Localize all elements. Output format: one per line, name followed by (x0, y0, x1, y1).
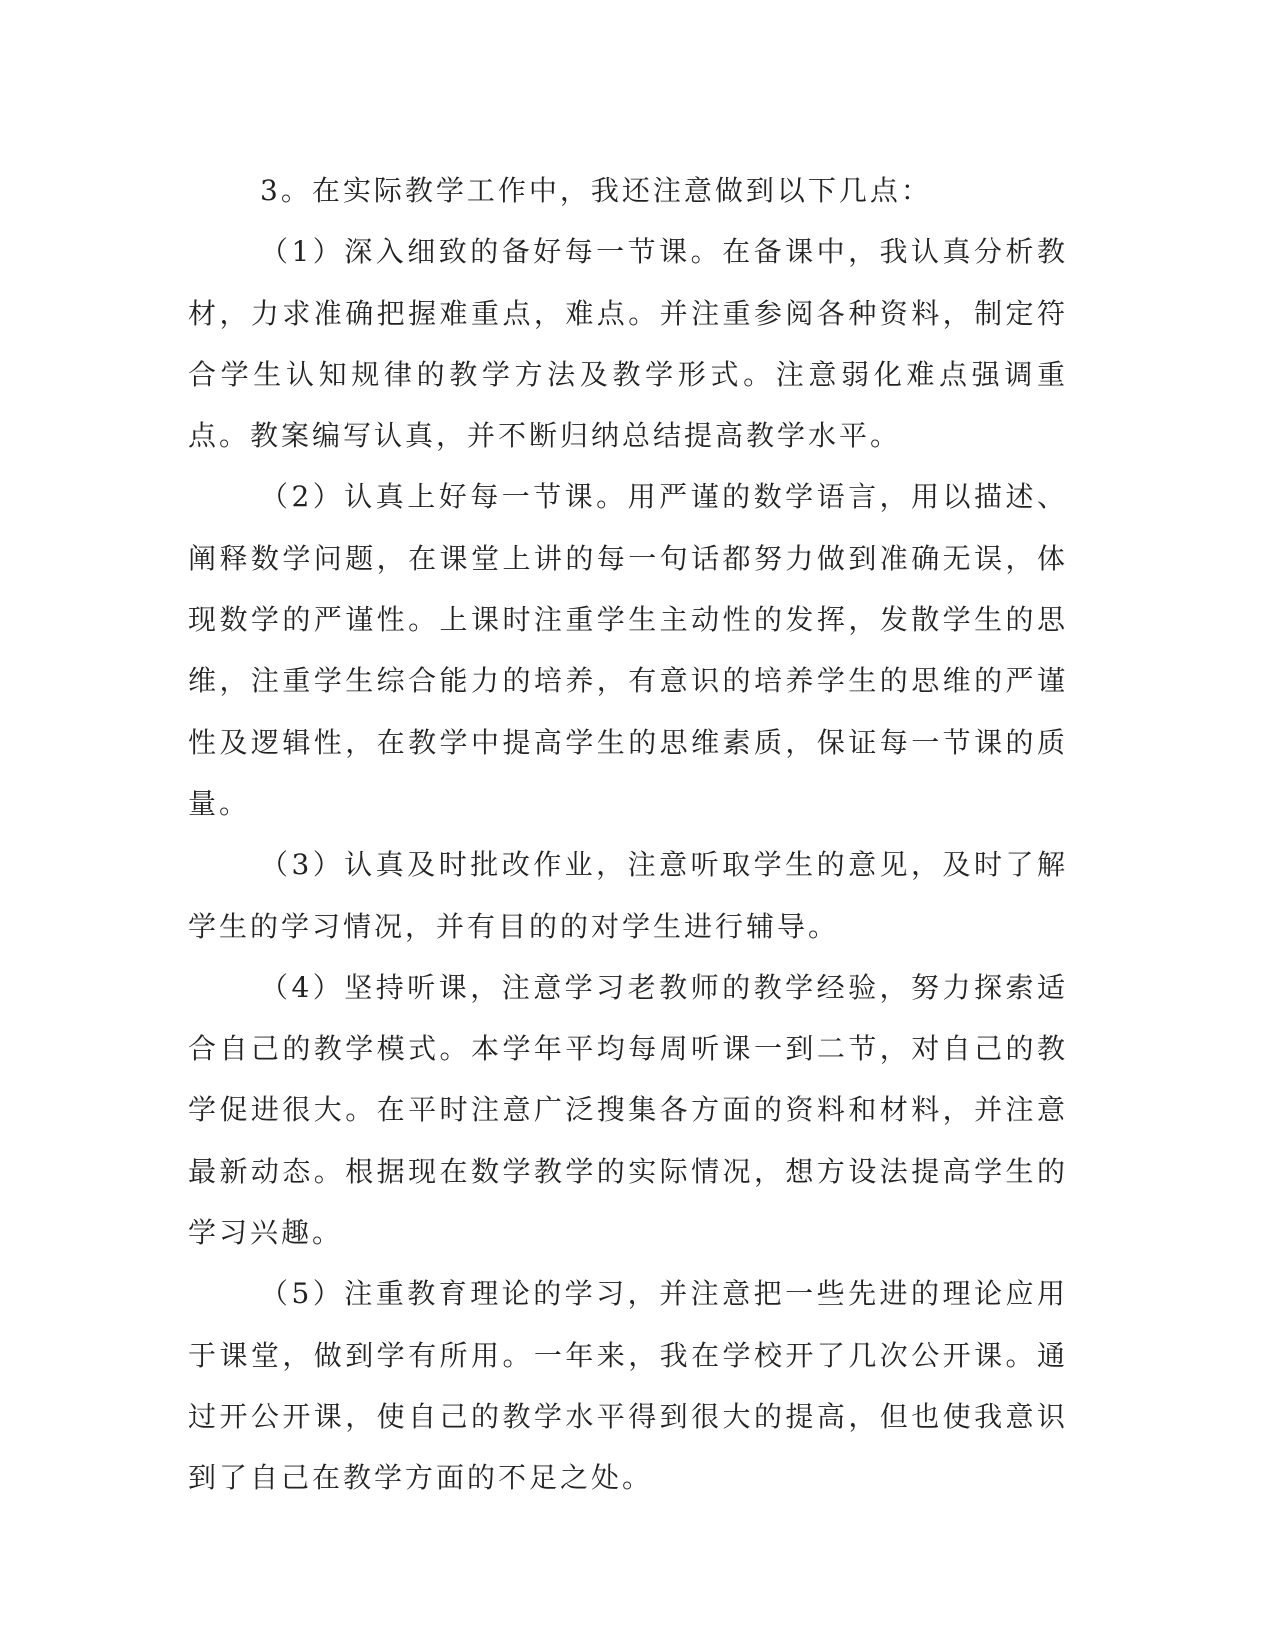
paragraph-item-2: （2）认真上好每一节课。用严谨的数学语言，用以描述、阐释数学问题，在课堂上讲的每一句话都努力做到准确无误，体现数学的严谨性。上课时注重学生主动性的发挥，发散学生的思维，注重学生综合能力的培养，有意识的培养学生的思维的严谨性及逻辑性，在教学中提高学生的思维素质，保证每一节课的质量。 (188, 480, 1068, 820)
paragraph-item-5: （5）注重教育理论的学习，并注意把一些先进的理论应用于课堂，做到学有所用。一年来，我在学校开了几次公开课。通过开公开课，使自己的教学水平得到很大的提高，但也使我意识到了自己在教学方面的不足之处。 (188, 1277, 1068, 1495)
paragraph-item-1: （1）深入细致的备好每一节课。在备课中，我认真分析教材，力求准确把握难重点，难点。并注重参阅各种资料，制定符合学生认知规律的教学方法及教学形式。注意弱化难点强调重点。教案编写认真，并不断归纳总结提高教学水平。 (188, 235, 1068, 453)
paragraph-intro: 3。在实际教学工作中，我还注意做到以下几点： (260, 174, 932, 207)
paragraph-item-3: （3）认真及时批改作业，注意听取学生的意见，及时了解学生的学习情况，并有目的的对学生进行辅导。 (188, 848, 1068, 943)
paragraph-item-4: （4）坚持听课，注意学习老教师的教学经验，努力探索适合自己的教学模式。本学年平均每周听课一到二节，对自己的教学促进很大。在平时注意广泛搜集各方面的资料和材料，并注意最新动态。根据现在数学教学的实际情况，想方设法提高学生的学习兴趣。 (188, 970, 1068, 1250)
document-body (188, 160, 1068, 1509)
